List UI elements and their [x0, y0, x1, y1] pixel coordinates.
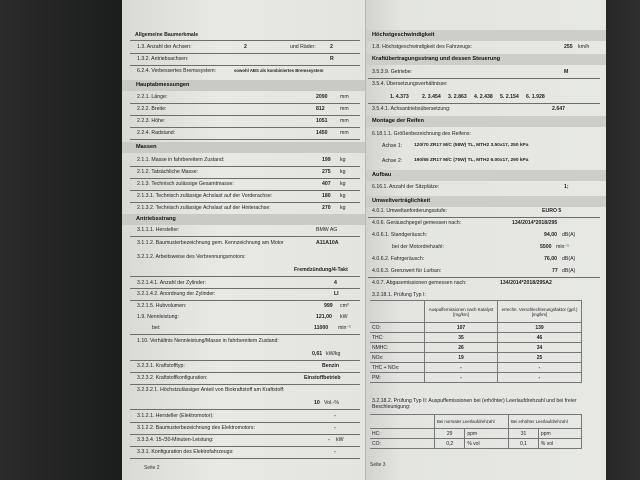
noise-limit-row: 4.0.6.3. Grenzwert für Lurban: 77 dB(A)	[372, 268, 576, 274]
divider	[130, 334, 360, 335]
spec-label: 2.1.3.1. Technisch zulässige Achslast auf der Vorderachse:	[137, 193, 273, 199]
noise-rpm-row: bei der Motordrehzahl: 5500 min⁻¹	[392, 244, 569, 250]
spec-row	[122, 92, 366, 103]
power-mass-row: 1.10. Verhältnis Nennleistung/Masse in fahrbereitem Zustand:	[137, 338, 279, 344]
gear-ratio: 6. 1.928	[526, 94, 545, 100]
table-cell: 46	[498, 333, 582, 343]
table-cell: 31	[509, 429, 539, 439]
seats-row: 6.16.1. Anzahl der Sitzplätze: 1;	[372, 184, 569, 190]
t2-head-normal: Bei normaler Leerlaufdrehzahl	[435, 415, 509, 429]
spec-row	[122, 128, 366, 139]
table-cell: NMHC:	[370, 343, 425, 353]
brake-row: 6.2.4. Verbessertes Bremssystem: sowohl ABS als kombiniertes Bremssystem	[137, 68, 324, 74]
cylinders-row: 3.2.1.4.1. Anzahl der Zylinder: 4	[137, 280, 337, 286]
section-dimensions: Hauptabmessungen	[122, 80, 366, 91]
table-row	[370, 353, 582, 363]
divider	[130, 236, 360, 237]
spec-unit: mm	[340, 106, 349, 112]
table-cell: 34	[498, 343, 582, 353]
table-cell: NOx:	[370, 353, 425, 363]
spec-value: 1450	[316, 130, 328, 136]
type2-rows	[370, 429, 582, 449]
table-cell: HC:	[370, 429, 435, 439]
general-title: Allgemeine Baumerkmale	[135, 32, 199, 38]
divider	[130, 458, 360, 459]
page-3	[366, 0, 606, 480]
page-footer: Seite 2	[144, 465, 160, 471]
gear-ratio: 5. 2.154	[500, 94, 519, 100]
type2-emissions-table	[370, 414, 582, 449]
spec-unit: kg	[340, 205, 346, 211]
table-cell: THC + NOx:	[370, 363, 425, 373]
rpm-row: bei: 11000 min⁻¹	[152, 325, 351, 331]
spec-label: 2.2.1. Länge:	[137, 94, 168, 100]
fuel-row: 3.2.3.1. Kraftstofftyp: Benzin	[137, 363, 340, 369]
t1-head-factor: errechn. Verschlechterungsfaktor (gpf.) [mg/km]	[498, 301, 582, 323]
gear-ratios	[366, 92, 606, 103]
axles-row: 1.3. Anzahl der Achsen: 2 und Räder: 2	[137, 44, 333, 50]
divider	[130, 276, 360, 277]
table-cell: -	[498, 373, 582, 383]
workmode-value: Fremdzündung/4-Takt	[294, 267, 348, 273]
cyl-arrangement-row: 3.2.1.4.2. Anordnung der Zylinder: LI	[137, 291, 339, 297]
section-body: Aufbau	[366, 170, 606, 181]
speed-row: 1.8. Höchstgeschwindigkeit des Fahrzeugs: 255 km/h	[372, 44, 590, 50]
table-cell: 19	[425, 353, 498, 363]
spec-unit: kg	[340, 169, 346, 175]
gear-ratio: 1. 4.373	[390, 94, 409, 100]
gear-ratio: 2. 3.454	[422, 94, 441, 100]
spec-label: 2.1.2. Tatsächliche Masse:	[137, 169, 199, 175]
spec-label: 2.2.3. Höhe:	[137, 118, 166, 124]
test2-label: 3.2.18.2. Prüfung Typ II: Auspuffemissionen bei (erhöhter) Leerlaufdrehzahl und bei freier Beschleunigung:	[372, 398, 577, 410]
table-cell: THC:	[370, 333, 425, 343]
section-environment: Umweltverträglichkeit	[366, 196, 606, 207]
spec-row	[122, 155, 366, 166]
table-row	[370, 373, 582, 383]
spec-unit: kg	[340, 181, 346, 187]
exhaust-row: 4.0.7. Abgasemissionen gemessen nach: 134/2014*2018/295A2	[372, 280, 552, 286]
spec-row	[122, 191, 366, 202]
section-speed: Höchstgeschwindigkeit	[366, 30, 606, 41]
spec-unit: kg	[340, 157, 346, 163]
spec-row	[122, 179, 366, 190]
biofuel-value: 10 Vol.-%	[314, 400, 339, 406]
spec-unit: kg	[340, 193, 346, 199]
spec-value: 2090	[316, 94, 328, 100]
spec-row	[122, 116, 366, 127]
table-row	[370, 363, 582, 373]
page-2	[122, 0, 366, 480]
drive-noise-row: 4.0.6.2. Fahrgeräusch: 76,00 dB(A)	[372, 256, 576, 262]
displacement-row: 3.2.1.5. Hubvolumen: 999 cm³	[137, 303, 349, 309]
table-cell: 0,1	[509, 439, 539, 449]
type1-rows	[370, 323, 582, 383]
section-tyres: Montage der Reifen	[366, 116, 606, 127]
spec-unit: mm	[340, 94, 349, 100]
section-masses: Massen	[122, 142, 366, 153]
spec-label: 2.1.3.2. Technisch zulässige Achslast auf der Hinterachse:	[137, 205, 271, 211]
divider	[130, 409, 360, 410]
t2-head-raised: Bei erhöhter Leerlaufdrehzahl	[509, 415, 582, 429]
maker-row: 3.1.1.1. Hersteller: BMW AG	[137, 227, 338, 233]
drive-axle-row: 1.3.2. Antriebsachsen: R	[137, 56, 334, 62]
spec-value: 1051	[316, 118, 328, 124]
table-cell: -	[425, 363, 498, 373]
table-cell: 25	[498, 353, 582, 363]
euro-row: 4.0.1. Umweltanforderungsstufe: EURO 5	[372, 208, 562, 214]
page-footer: Seite 3	[370, 462, 386, 468]
emotor-maker-row: 3.1.2.1. Hersteller (Elektromotor): -	[137, 413, 336, 419]
spec-row	[122, 104, 366, 115]
axle2-row: Achse 2: 190/55 ZR17 M/C (75W) TL, MTH2 6.00x17, 290 kPa	[382, 158, 529, 164]
spec-label: 2.1.1. Masse in fahrbereitem Zustand:	[137, 157, 225, 163]
axle1-row: Achse 1: 120/70 ZR17 M/C (58W) TL, MTH2 3.50x17, 250 kPa	[382, 143, 529, 149]
spec-unit: mm	[340, 118, 349, 124]
spec-label: 2.2.2. Breite:	[137, 106, 167, 112]
table-row	[370, 323, 582, 333]
spec-value: 199	[322, 157, 331, 163]
table-cell: CO:	[370, 323, 425, 333]
workmode-row: 3.2.1.2. Arbeitsweise des Verbrennungsmotors:	[137, 254, 246, 260]
ev-config-row: 3.3.1. Konfiguration des Elektrofahrzeugs: -	[137, 449, 336, 455]
spec-value: 180	[322, 193, 331, 199]
type1-emissions-table	[370, 300, 582, 383]
test1-label: 3.2.18.1. Prüfung Typ I:	[372, 292, 426, 298]
divider	[130, 40, 360, 41]
table-row	[370, 343, 582, 353]
divider	[130, 139, 360, 140]
table-cell: -	[498, 363, 582, 373]
biofuel-row: 3.2.3.2.1. Höchstzulässiger Anteil von Biokraftstoff am Kraftstoff:	[137, 387, 285, 393]
table-cell: CO:	[370, 439, 435, 449]
table-cell: 29	[435, 429, 465, 439]
spec-row	[122, 167, 366, 178]
spec-value: 407	[322, 181, 331, 187]
emotor-power-row: 3.3.3.4. 15-/30-Minuten-Leistung: - kW	[137, 437, 344, 443]
table-cell: 26	[425, 343, 498, 353]
gear-ratio: 3. 2.863	[448, 94, 467, 100]
spec-value: 275	[322, 169, 331, 175]
table-cell: ppm	[538, 429, 581, 439]
spec-value: 812	[316, 106, 325, 112]
power-row: 1.9. Nennleistung: 121,00 kW	[137, 314, 348, 320]
spec-label: 2.1.3. Technisch zulässige Gesamtmasse:	[137, 181, 234, 187]
table-cell: 0,2	[435, 439, 465, 449]
spec-row	[122, 203, 366, 214]
table-row	[370, 333, 582, 343]
section-transmission: Kraftübertragungsstrang und dessen Steuerung	[366, 54, 606, 65]
tyre-label-row: 6.18.1.1. Größenbezeichnung des Reifens:	[372, 131, 471, 137]
table-cell: 107	[425, 323, 498, 333]
fuel-config-row: 3.2.3.2. Kraftstoffkonfiguration: Einstoffbetrieb	[137, 375, 341, 381]
final-drive-row: 3.5.4.1. Achsantriebsübersetzung: 2.647	[372, 106, 565, 112]
gear-ratio: 4. 2.438	[474, 94, 493, 100]
table-cell: 139	[498, 323, 582, 333]
table-row	[370, 439, 582, 449]
table-cell: ppm	[465, 429, 509, 439]
emotor-code-row: 3.1.2.2. Baumusterbezeichnung des Elektromotors: -	[137, 425, 336, 431]
stationary-noise-row: 4.0.6.1. Standgeräusch: 94,00 dB(A)	[372, 232, 576, 238]
section-drivetrain: Antriebsstrang	[122, 214, 366, 225]
table-cell: % vol	[465, 439, 509, 449]
spec-unit: mm	[340, 130, 349, 136]
table-cell: 35	[425, 333, 498, 343]
t1-head-after-cat: Auspuffemissionen nach Katalyst [mg/km]	[425, 301, 498, 323]
table-row	[370, 429, 582, 439]
gearbox-row: 3.5.3.9. Getriebe: M	[372, 69, 569, 75]
engine-code-row: 3.1.1.2. Baumusterbezeichnung gem. Kennzeichnung am Motor A11A10A	[137, 240, 339, 246]
table-cell: % vol	[538, 439, 581, 449]
spec-value: 270	[322, 205, 331, 211]
gear-ratio-label: 3.5.4. Übersetzungsverhältnisse:	[372, 81, 448, 87]
noise-row: 4.0.6. Geräuschpegel gemessen nach: 134/2014*2018/295	[372, 220, 558, 226]
spec-label: 2.2.4. Radstand:	[137, 130, 176, 136]
table-cell: -	[425, 373, 498, 383]
power-mass-value: 0,61 kW/kg	[312, 351, 341, 357]
table-cell: PM:	[370, 373, 425, 383]
